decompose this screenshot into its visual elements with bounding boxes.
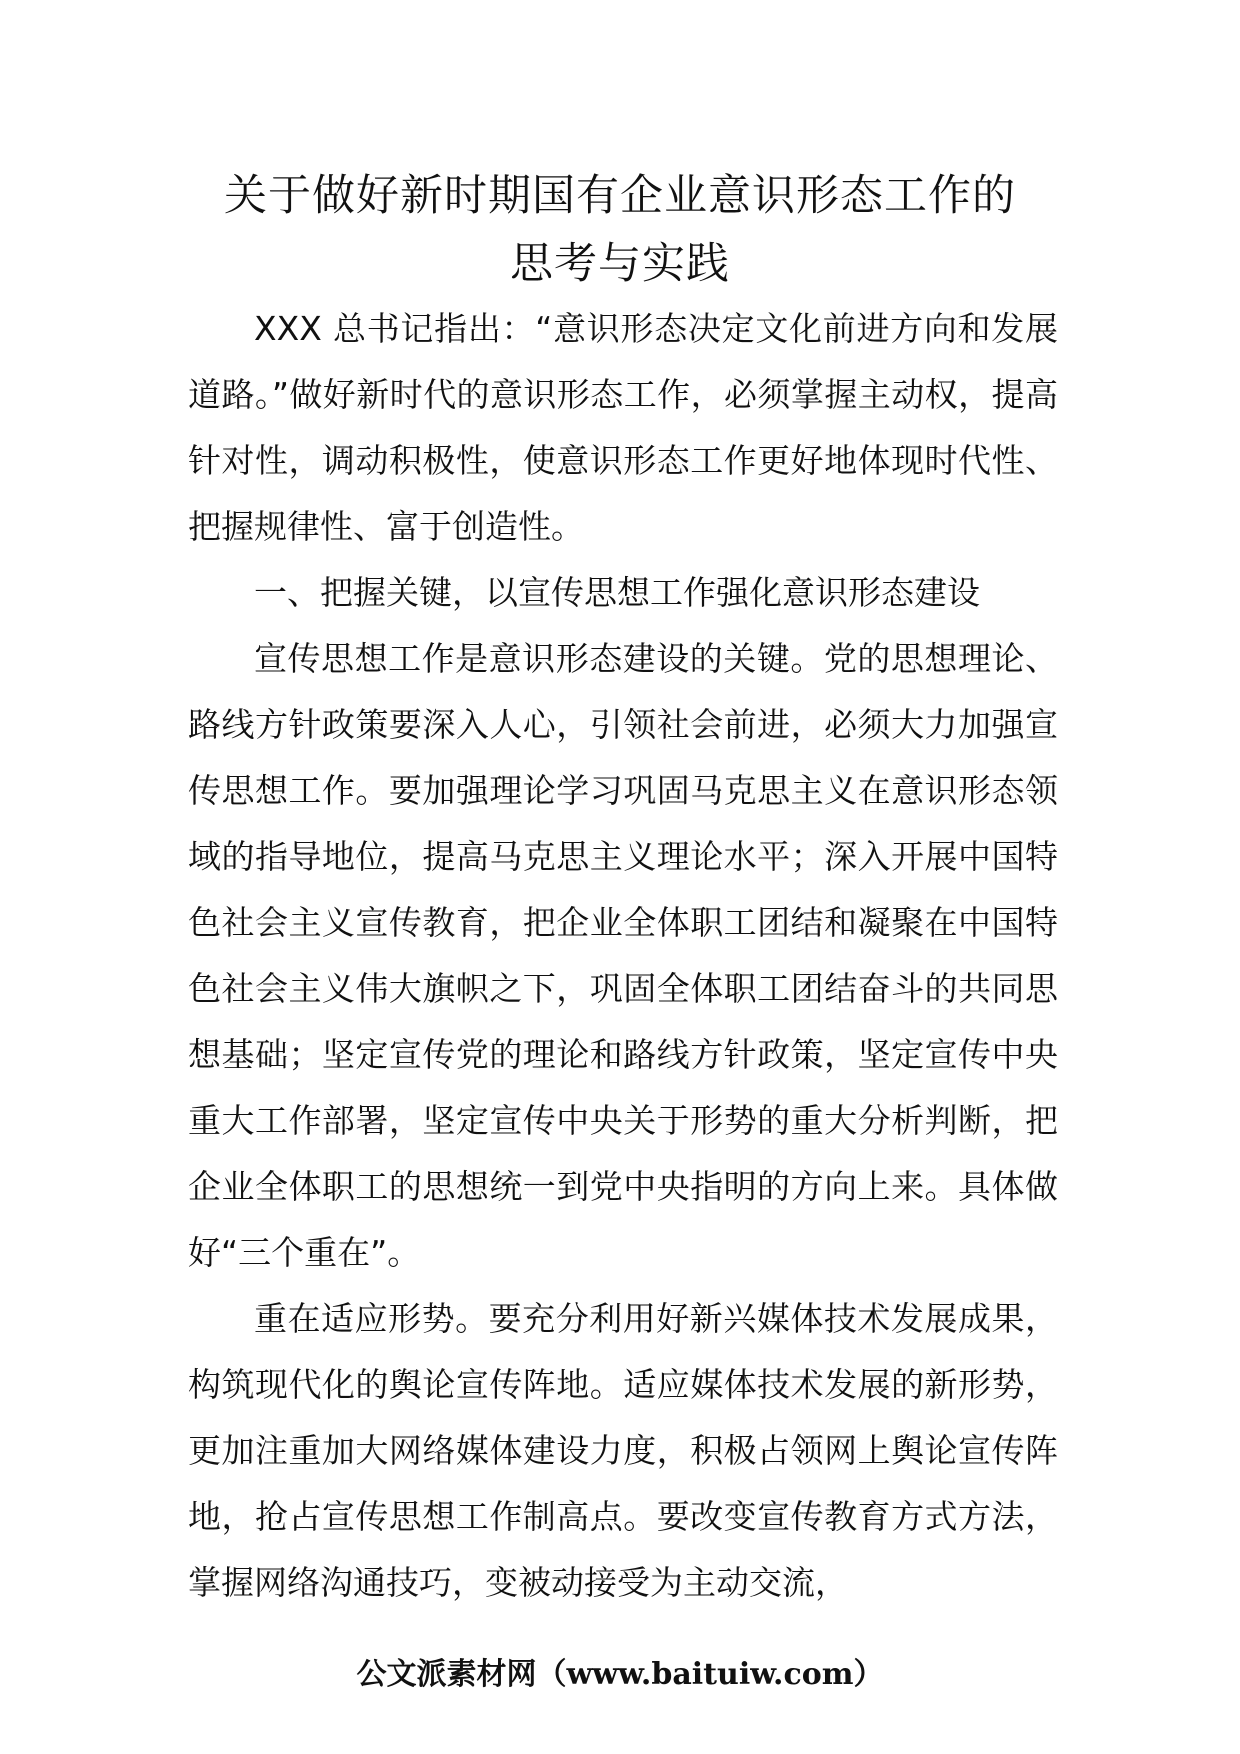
document-body <box>188 296 1058 1616</box>
footer-watermark: 公文派素材网（www.baituiw.com） <box>356 1657 884 1692</box>
title-line-1: 关于做好新时期国有企业意识形态工作的 <box>224 171 1016 221</box>
document-title <box>150 162 1090 298</box>
title-line-2: 思考与实践 <box>510 239 730 289</box>
paragraph-adapt-situation: 重在适应形势。要充分利用好新兴媒体技术发展成果，构筑现代化的舆论宣传阵地。适应媒体技术发展的新形势，更加注重加大网络媒体建设力度，积极占领网上舆论宣传阵地，抢占宣传思想工作制高点。要改变宣传教育方式方法，掌握网络沟通技巧，变被动接受为主动交流， <box>188 1299 1058 1602</box>
paragraph-propaganda: 宣传思想工作是意识形态建设的关键。党的思想理论、路线方针政策要深入人心，引领社会前进，必须大力加强宣传思想工作。要加强理论学习巩固马克思主义在意识形态领域的指导地位，提高马克思主义理论水平；深入开展中国特色社会主义宣传教育，把企业全体职工团结和凝聚在中国特色社会主义伟大旗帜之下，巩固全体职工团结奋斗的共同思想基础；坚定宣传党的理论和路线方针政策，坚定宣传中央重大工作部署，坚定宣传中央关于形势的重大分析判断，把企业全体职工的思想统一到党中央指明的方向上来。具体做好“三个重在”。 <box>188 639 1058 1272</box>
paragraph-intro: XXX 总书记指出：“意识形态决定文化前进方向和发展道路。”做好新时代的意识形态工作，必须掌握主动权，提高针对性，调动积极性，使意识形态工作更好地体现时代性、把握规律性、富于创造性。 <box>188 309 1058 546</box>
section-heading-1: 一、把握关键，以宣传思想工作强化意识形态建设 <box>254 573 980 612</box>
